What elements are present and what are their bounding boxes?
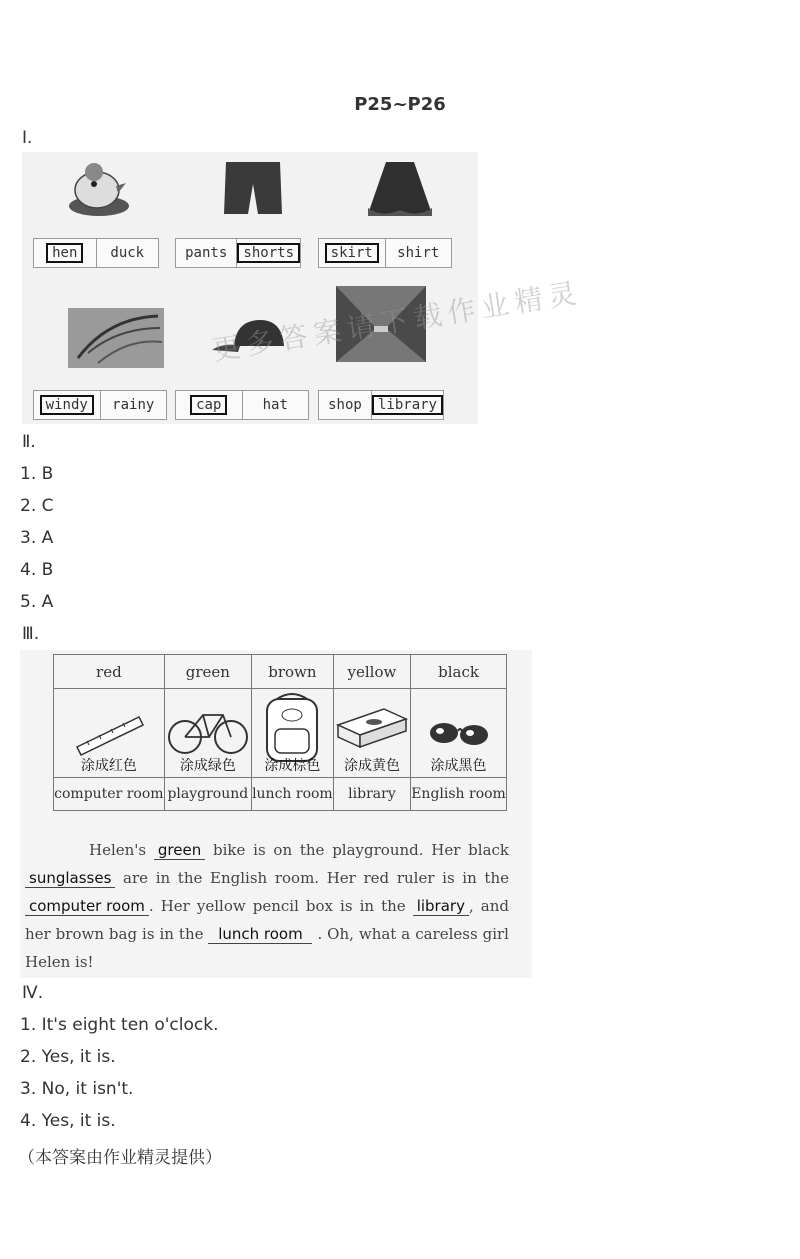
answer-4-1: 1. It's eight ten o'clock. <box>20 1015 219 1035</box>
paint-label: 涂成红色 <box>80 758 137 774</box>
bag-cell <box>251 689 333 778</box>
option-shorts[interactable]: shorts <box>236 239 300 267</box>
option-hat[interactable]: hat <box>242 391 309 419</box>
skirt-picture <box>362 158 438 220</box>
room-label: playground <box>164 778 251 811</box>
room-label: computer room <box>54 778 165 811</box>
option-duck[interactable]: duck <box>96 239 159 267</box>
section-4-label: Ⅳ. <box>22 983 44 1003</box>
blank-4: library <box>413 897 469 916</box>
pencil-box-cell <box>333 689 410 778</box>
answer-2-3: 3. A <box>20 528 54 548</box>
section-3-panel <box>20 650 532 978</box>
option-box-6 <box>318 390 444 420</box>
ruler-picture <box>69 707 149 757</box>
color-header: black <box>411 655 507 689</box>
paint-label: 涂成黄色 <box>343 758 400 774</box>
color-room-table <box>53 654 507 811</box>
color-header: yellow <box>333 655 410 689</box>
blank-1: green <box>154 841 205 860</box>
bike-cell <box>164 689 251 778</box>
option-shirt[interactable]: shirt <box>385 239 452 267</box>
option-library[interactable]: library <box>371 391 443 419</box>
option-rainy[interactable]: rainy <box>100 391 167 419</box>
paint-label: 涂成绿色 <box>179 758 236 774</box>
option-windy[interactable]: windy <box>34 391 100 419</box>
sunglasses-cell <box>411 689 507 778</box>
section-2-label: Ⅱ. <box>22 432 36 452</box>
color-header: green <box>164 655 251 689</box>
room-label: library <box>333 778 410 811</box>
hen-picture <box>64 158 134 220</box>
footer-note: （本答案由作业精灵提供） <box>18 1148 222 1168</box>
watermark: 更多答案请下载作业精灵 <box>209 275 585 368</box>
fill-in-paragraph: Helen's green bike is on the playground. Her black sunglasses are in the English room. Her red ruler is in the computer room . Her yellow pencil box is in the library , and her brown bag is in the lunch room . Oh, what a careless girl Helen is! <box>25 841 510 971</box>
option-cap[interactable]: cap <box>176 391 242 419</box>
option-box-2 <box>175 238 301 268</box>
ruler-cell <box>54 689 165 778</box>
page-title: P25~P26 <box>354 94 446 115</box>
section-1-label: Ⅰ. <box>22 128 33 148</box>
blank-2: sunglasses <box>25 869 115 888</box>
answer-2-4: 4. B <box>20 560 54 580</box>
shorts-picture <box>222 158 284 218</box>
bike-picture <box>165 701 251 757</box>
answer-4-3: 3. No, it isn't. <box>20 1079 134 1099</box>
option-box-1 <box>33 238 159 268</box>
answer-4-2: 2. Yes, it is. <box>20 1047 116 1067</box>
room-label: lunch room <box>251 778 333 811</box>
answer-2-5: 5. A <box>20 592 54 612</box>
answer-2-2: 2. C <box>20 496 54 516</box>
windy-tree-picture <box>68 308 164 368</box>
answer-4-4: 4. Yes, it is. <box>20 1111 116 1131</box>
paint-label: 涂成黑色 <box>430 758 487 774</box>
paint-label: 涂成棕色 <box>264 758 321 774</box>
option-skirt[interactable]: skirt <box>319 239 385 267</box>
option-hen[interactable]: hen <box>34 239 96 267</box>
color-header: brown <box>251 655 333 689</box>
section-3-label: Ⅲ. <box>22 624 40 644</box>
option-pants[interactable]: pants <box>185 245 228 261</box>
blank-3: computer room <box>25 897 149 916</box>
option-box-3 <box>318 238 452 268</box>
blank-5: lunch room <box>208 925 312 944</box>
option-box-4 <box>33 390 167 420</box>
section-1-panel <box>22 152 478 424</box>
color-header: red <box>54 655 165 689</box>
room-label: English room <box>411 778 507 811</box>
sunglasses-picture <box>424 713 494 753</box>
option-box-5 <box>175 390 309 420</box>
answer-2-1: 1. B <box>20 464 54 484</box>
option-shop[interactable]: shop <box>328 397 362 413</box>
pencil-box-picture <box>334 701 410 757</box>
